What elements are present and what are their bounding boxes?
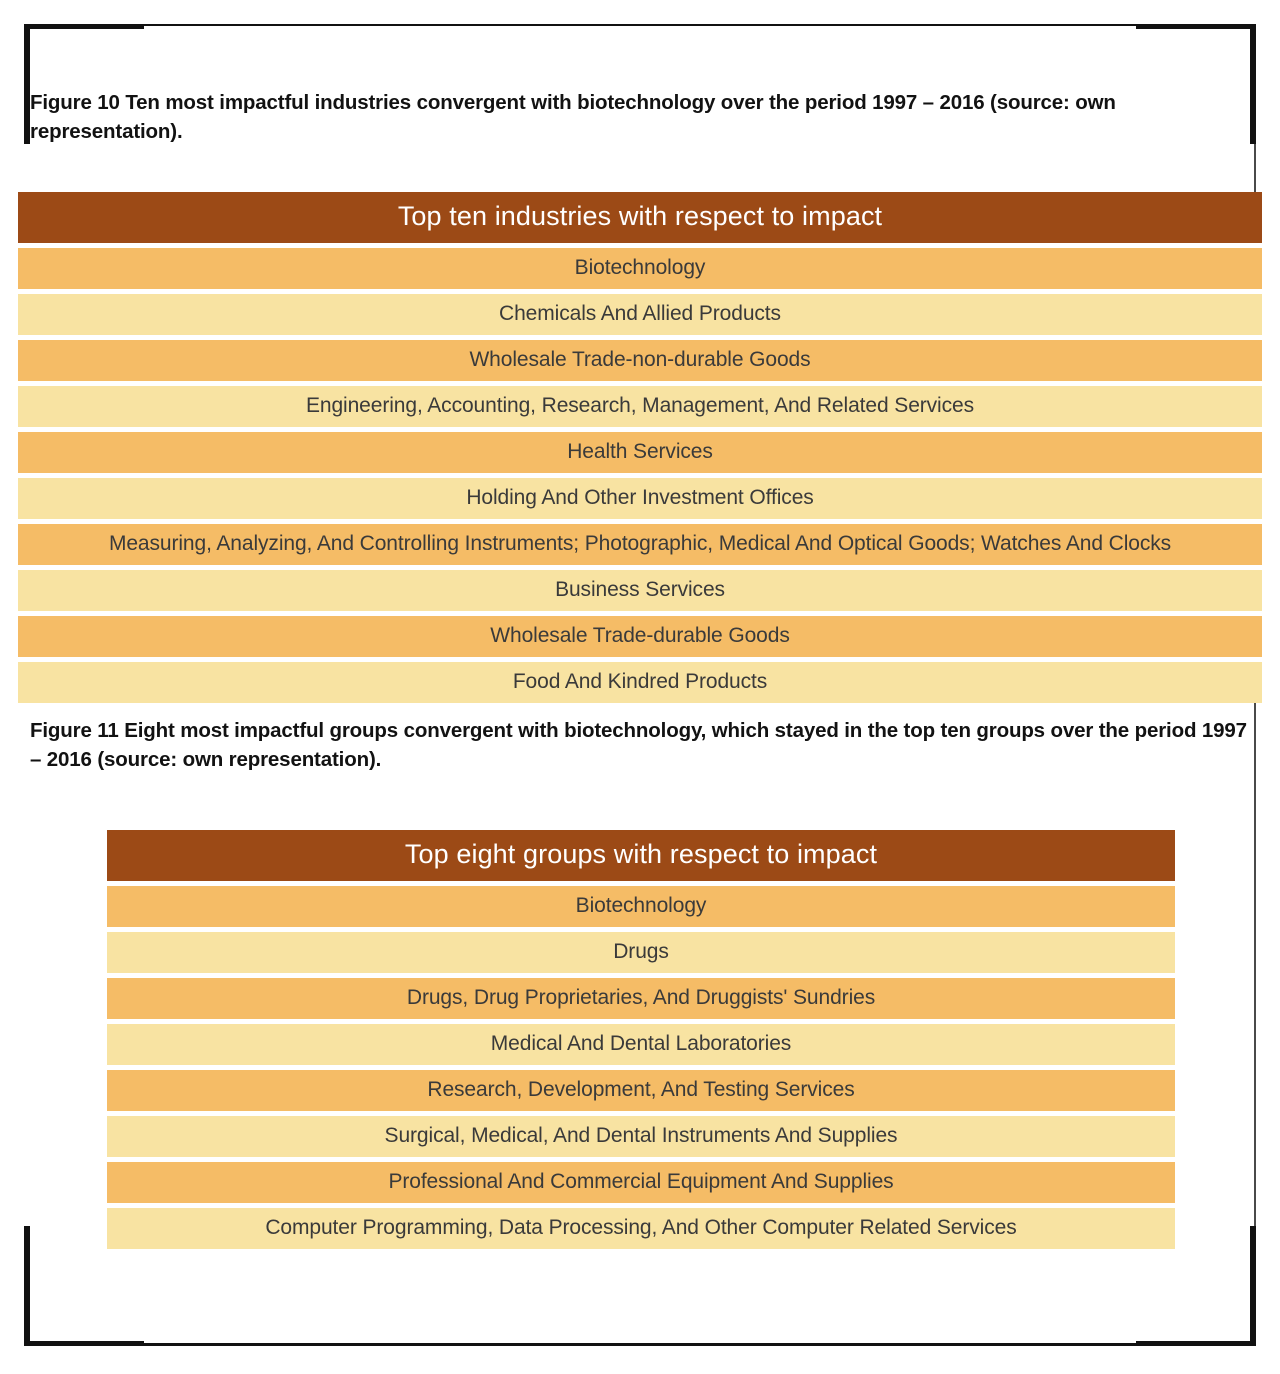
table-row [107, 886, 1175, 927]
industry-cell: Food And Kindred Products [18, 662, 1262, 703]
industry-cell: Health Services [18, 432, 1262, 473]
group-cell: Computer Programming, Data Processing, And Other Computer Related Services [107, 1208, 1175, 1249]
table-row [107, 1024, 1175, 1065]
group-cell: Surgical, Medical, And Dental Instruments And Supplies [107, 1116, 1175, 1157]
table-row [18, 386, 1262, 427]
table-row [18, 662, 1262, 703]
table-row [107, 932, 1175, 973]
group-cell: Medical And Dental Laboratories [107, 1024, 1175, 1065]
top-ten-industries-table [18, 192, 1262, 703]
frame-rule-bottom [24, 1343, 1256, 1346]
industry-cell: Business Services [18, 570, 1262, 611]
industry-cell: Wholesale Trade-non-durable Goods [18, 340, 1262, 381]
top-eight-groups-table-body [107, 830, 1175, 1249]
group-cell: Research, Development, And Testing Services [107, 1070, 1175, 1111]
industry-cell: Chemicals And Allied Products [18, 294, 1262, 335]
industry-cell: Biotechnology [18, 248, 1262, 289]
group-cell: Drugs [107, 932, 1175, 973]
table-row [107, 1162, 1175, 1203]
top-eight-groups-table-header: Top eight groups with respect to impact [107, 830, 1175, 881]
industry-cell: Engineering, Accounting, Research, Management, And Related Services [18, 386, 1262, 427]
group-cell: Biotechnology [107, 886, 1175, 927]
top-ten-industries-table-body [18, 192, 1262, 703]
table-header-row [107, 830, 1175, 881]
group-cell: Professional And Commercial Equipment And Supplies [107, 1162, 1175, 1203]
table-row [18, 340, 1262, 381]
industry-cell: Holding And Other Investment Offices [18, 478, 1262, 519]
figure-10-caption: Figure 10 Ten most impactful industries convergent with biotechnology over the period 1997 – 2016 (source: own representation). [30, 91, 1116, 144]
frame-rule-top [24, 24, 1256, 26]
table-row [107, 978, 1175, 1019]
table-row [107, 1116, 1175, 1157]
industry-cell: Wholesale Trade-durable Goods [18, 616, 1262, 657]
top-eight-groups-table [107, 830, 1175, 1249]
table-row [18, 570, 1262, 611]
table-row [18, 616, 1262, 657]
group-cell: Drugs, Drug Proprietaries, And Druggists' Sundries [107, 978, 1175, 1019]
table-row [18, 248, 1262, 289]
table-row [18, 524, 1262, 565]
table-header-row [18, 192, 1262, 243]
figure-11-caption: Figure 11 Eight most impactful groups convergent with biotechnology, which stayed in the top ten groups over the period 1997 – 2016 (source: own representation). [30, 719, 1247, 772]
top-ten-industries-table-header: Top ten industries with respect to impact [18, 192, 1262, 243]
industry-cell: Measuring, Analyzing, And Controlling Instruments; Photographic, Medical And Optical Goods; Watches And Clocks [18, 524, 1262, 565]
table-row [18, 432, 1262, 473]
table-row [18, 294, 1262, 335]
table-row [18, 478, 1262, 519]
table-row [107, 1208, 1175, 1249]
table-row [107, 1070, 1175, 1111]
